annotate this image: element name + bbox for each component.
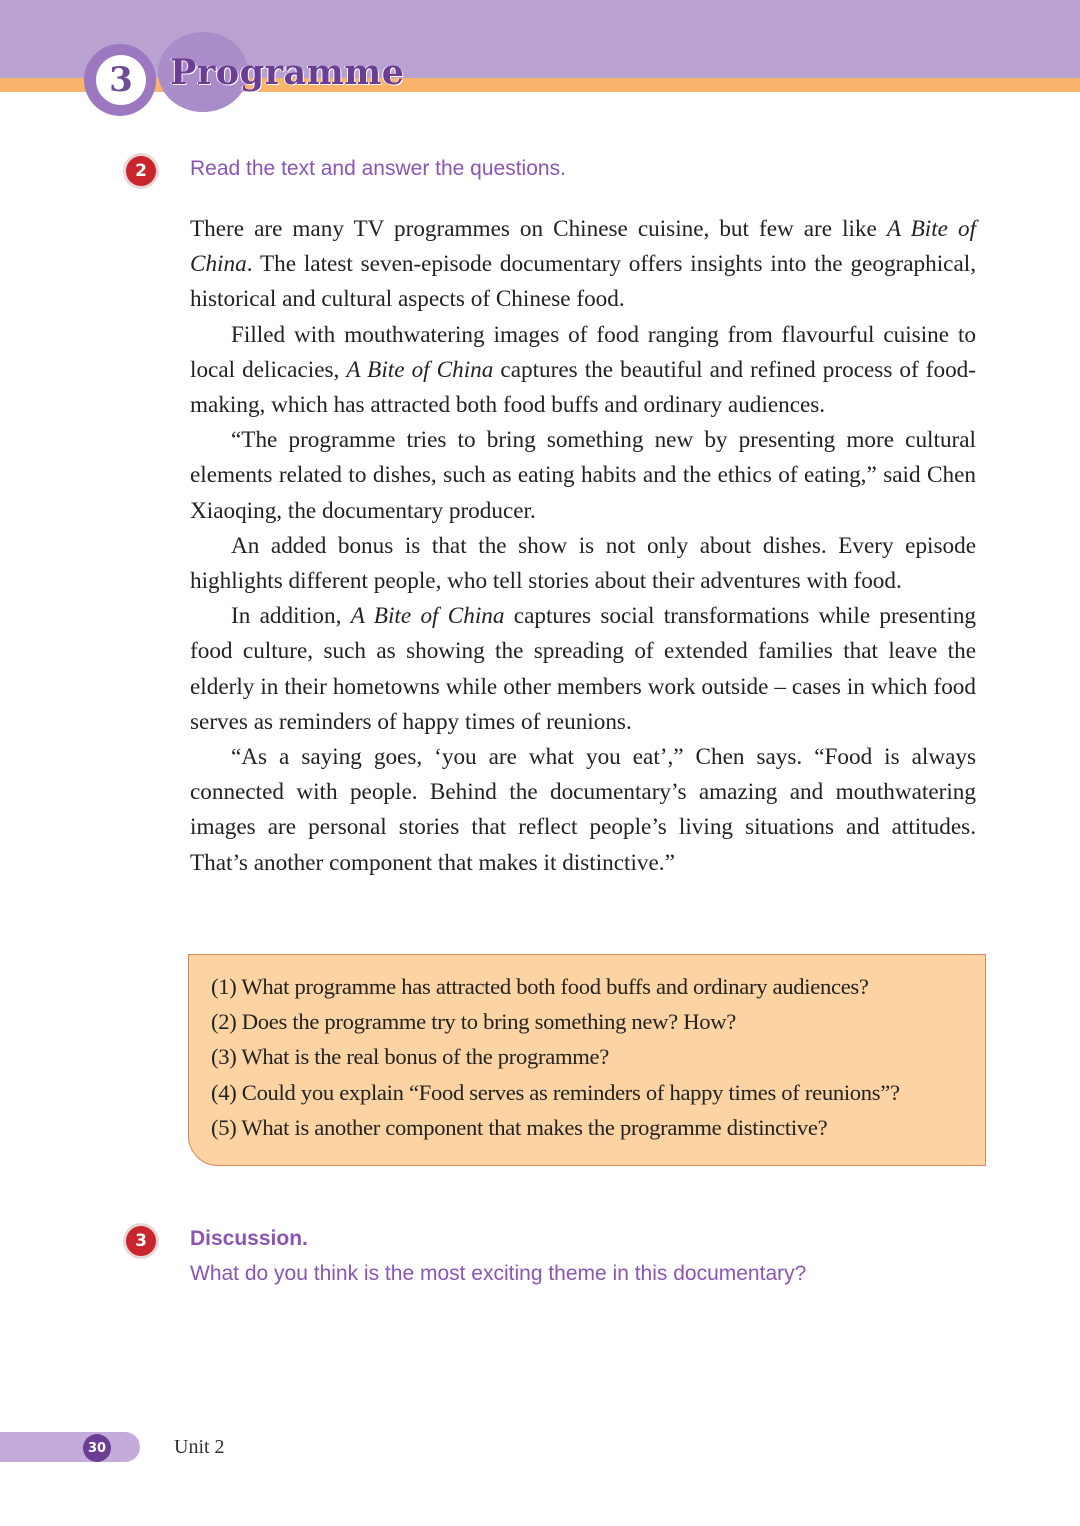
question-item: (2) Does the programme try to bring something new? How? — [211, 1009, 736, 1035]
discussion-prompt: What do you think is the most exciting theme in this documentary? — [190, 1262, 807, 1285]
question-item: (4) Could you explain “Food serves as reminders of happy times of reunions”? — [211, 1079, 900, 1105]
questions-box — [188, 954, 986, 1166]
footer-bar — [0, 1432, 140, 1462]
question-item: (1) What programme has attracted both food buffs and ordinary audiences? — [211, 974, 869, 999]
task-number-badge: 2 — [126, 156, 156, 186]
question-item: (5) What is another component that makes the programme distinctive? — [211, 1114, 828, 1140]
task-instruction: Read the text and answer the questions. — [190, 157, 566, 180]
section-title: Programme — [170, 52, 405, 93]
programme-title: A Bite of China — [350, 603, 505, 630]
unit-number-badge: 3 — [96, 55, 146, 105]
article-paragraph: An added bonus is that the show is not only about dishes. Every episode highlights different people, who tell stories about their adventures with food. — [190, 532, 976, 595]
unit-label: Unit 2 — [174, 1436, 225, 1458]
question-item: (3) What is the real bonus of the programme? — [211, 1044, 609, 1070]
programme-title: A Bite of China — [190, 216, 977, 278]
article-text — [190, 212, 976, 881]
article-paragraph: “As a saying goes, ‘you are what you eat’,” Chen says. “Food is always connected with people. Behind the documentary’s amazing and mouthwatering images are personal stories that reflect people’s living situations and attitudes. That’s another component that makes it distinctive.” — [190, 744, 976, 876]
article-paragraph: “The programme tries to bring something new by presenting more cultural elements related to dishes, such as eating habits and the ethics of eating,” said Chen Xiaoqing, the documentary producer. — [190, 427, 976, 524]
programme-title: A Bite of China — [346, 356, 494, 383]
article-paragraph: There are many TV programmes on Chinese cuisine, but few are like A Bite of China. The latest seven-episode documentary offers insights into the geographical, historical and cultural aspects of Chinese food. — [190, 216, 977, 313]
task-number-badge: 3 — [126, 1226, 156, 1256]
discussion-heading: Discussion. — [190, 1227, 308, 1250]
page-number: 30 — [83, 1434, 111, 1462]
article-paragraph: Filled with mouthwatering images of food ranging from flavourful cuisine to local delicacies, A Bite of China captures the beautiful and refined process of food-making, which has attracted both food buffs and ordinary audiences. — [190, 321, 976, 419]
article-paragraph: In addition, A Bite of China captures social transformations while presenting food culture, such as showing the spreading of extended families that leave the elderly in their hometowns while other members work outside – cases in which food serves as reminders of happy times of reunions. — [190, 603, 977, 735]
